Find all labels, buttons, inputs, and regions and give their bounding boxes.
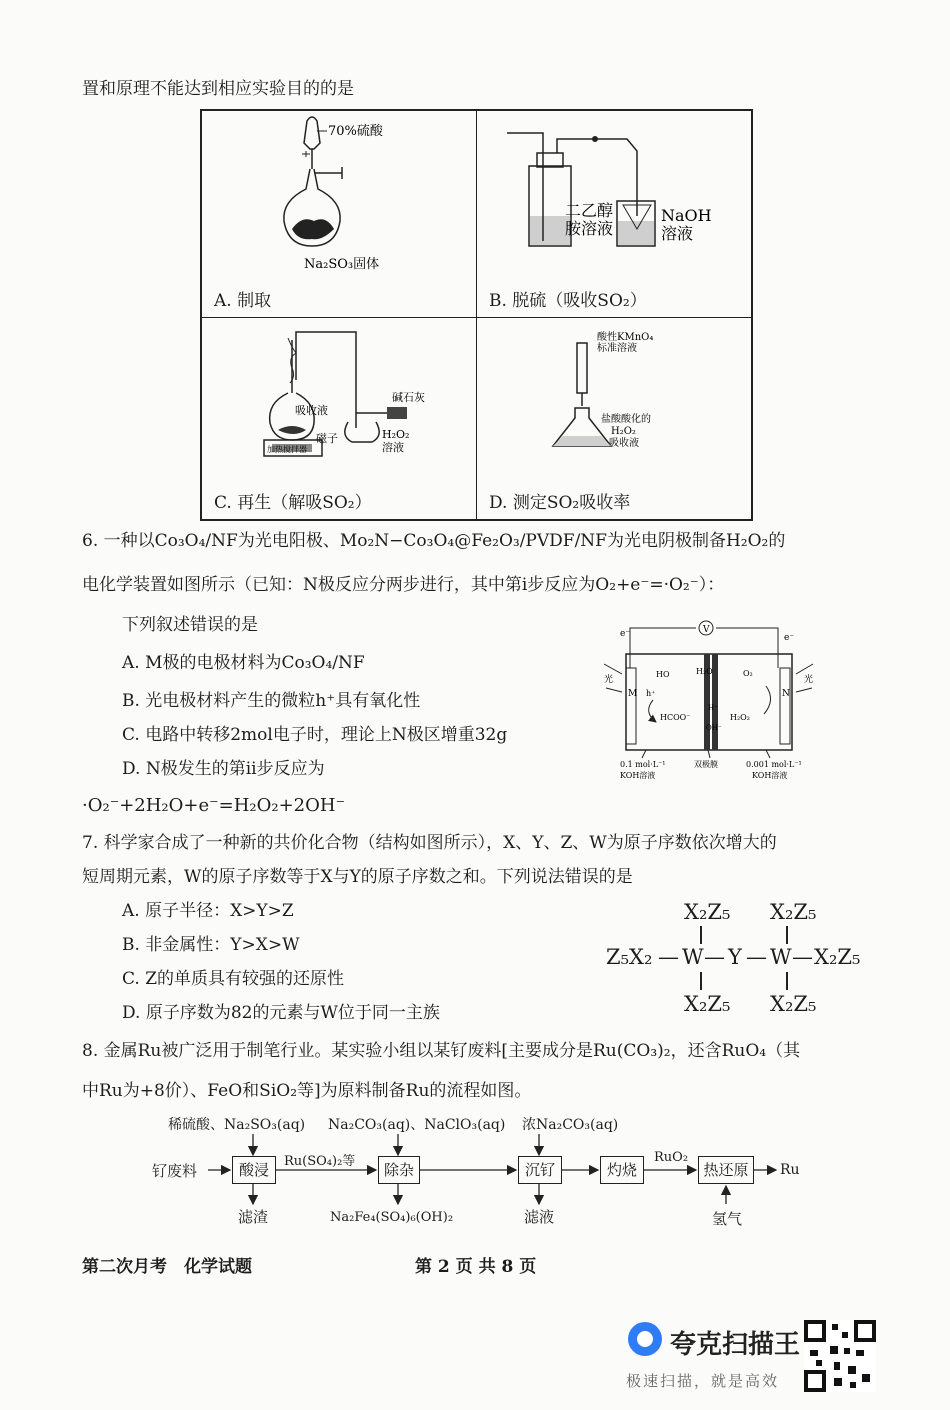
end-product: Ru xyxy=(780,1162,800,1178)
q7-option-c: C. Z的单质具有较强的还原性 xyxy=(122,969,345,989)
regeneration-apparatus-c xyxy=(202,318,488,483)
bond-4: — xyxy=(792,945,813,969)
magnet-label: 磁子 xyxy=(316,431,338,445)
bond-3: — xyxy=(746,945,767,969)
scanner-brand: 夸克扫描王 xyxy=(670,1330,801,1360)
atom-y: Y xyxy=(728,945,742,969)
peroxide-label: H₂O₂ xyxy=(730,713,750,722)
kmno4-label-1: 酸性KMnO₄ xyxy=(597,331,654,343)
q6-prompt: 下列叙述错误的是 xyxy=(122,615,258,635)
scanner-logo-icon xyxy=(628,1322,662,1356)
footer-title: 第二次月考 化学试题 xyxy=(82,1257,252,1277)
group-top-left: X₂Z₅ xyxy=(684,900,731,924)
group-bottom-right: X₂Z₅ xyxy=(770,992,817,1016)
cell-c xyxy=(201,317,477,520)
light-right-label: 光 xyxy=(804,675,814,685)
hole-label: h⁺ xyxy=(646,689,656,698)
solid-label: Na₂SO₃固体 xyxy=(304,257,380,272)
h2o2-label-c2: 溶液 xyxy=(382,440,404,454)
m-label: M xyxy=(628,689,638,699)
caption-b: B. 脱硫（吸收SO₂） xyxy=(489,290,647,311)
molecular-structure xyxy=(606,900,866,1020)
output-2: Na₂Fe₄(SO₄)₆(OH)₂ xyxy=(330,1210,454,1225)
hplus-label: H⁺ xyxy=(708,704,718,712)
step-precipitate: 沉钌 xyxy=(518,1156,562,1184)
alcohol-label: HO xyxy=(656,670,670,679)
q6-line-2: 电化学装置如图所示（已知：N极反应分两步进行，其中第i步反应为O₂+e⁻=·O₂⁻）： xyxy=(82,575,725,595)
input-1: 稀硫酸、Na₂SO₃(aq) xyxy=(168,1117,306,1133)
caption-d: D. 测定SO₂吸收率 xyxy=(489,493,631,513)
membrane-label: 双极膜 xyxy=(694,760,718,769)
q7-option-a: A. 原子半径：X>Y>Z xyxy=(122,901,294,921)
electrochemical-cell-diagram xyxy=(598,612,823,784)
amine-label-1: 二乙醇 xyxy=(565,201,614,220)
e-right-label: e⁻ xyxy=(784,633,795,643)
apparatus-table xyxy=(200,109,753,521)
absorb-label-d: 吸收液 xyxy=(609,437,639,449)
q7-line-1: 7. 科学家合成了一种新的共价化合物（结构如图所示），X、Y、Z、W为原子序数依次增大的 xyxy=(82,833,777,853)
step-purify: 除杂 xyxy=(378,1156,420,1184)
hcl-label: 盐酸酸化的 xyxy=(601,413,651,425)
q6-line-1: 6. 一种以Co₃O₄/NF为光电阳极、Mo₂N−Co₃O₄@Fe₂O₃/PVDF/NF为光电阴极制备H₂O₂的 xyxy=(82,531,786,551)
process-flowchart xyxy=(150,1112,810,1232)
formate-label: HCOO⁻ xyxy=(660,713,691,722)
group-left: Z₅X₂ xyxy=(606,945,653,969)
atom-w-left: W xyxy=(682,945,704,969)
group-right: X₂Z₅ xyxy=(814,945,861,969)
q6-option-a: A. M极的电极材料为Co₃O₄/NF xyxy=(122,653,365,673)
absorb-label: 吸收液 xyxy=(295,403,328,417)
q8-line-2: 中Ru为+8价）、FeO和SiO₂等]为原料制备Ru的流程如图。 xyxy=(82,1081,532,1101)
q6-option-d: D. N极发生的第ii步反应为 xyxy=(122,759,325,779)
qr-code-icon xyxy=(804,1320,876,1392)
footer-page: 第 2 页 共 8 页 xyxy=(415,1257,537,1277)
voltmeter-label: V xyxy=(703,625,710,635)
q6-option-c: C. 电路中转移2mol电子时，理论上N极区增重32g xyxy=(122,725,508,745)
q6-equation: ·O₂⁻+2H₂O+e⁻=H₂O₂+2OH⁻ xyxy=(82,795,346,816)
left-conc: 0.1 mol·L⁻¹ xyxy=(620,760,666,769)
cell-b xyxy=(477,110,753,317)
water-label: H₂O xyxy=(696,667,713,676)
gas-washing-apparatus-b xyxy=(477,111,742,281)
input-3: 浓Na₂CO₃(aq) xyxy=(522,1117,619,1133)
q8-line-1: 8. 金属Ru被广泛用于制笔行业。某实验小组以某钌废料[主要成分是Ru(CO₃)₂，还含RuO₄（其 xyxy=(82,1041,801,1061)
hydrogen-input: 氢气 xyxy=(712,1210,743,1228)
left-sol: KOH溶液 xyxy=(620,771,656,780)
cell-d xyxy=(477,317,753,520)
q7-option-d: D. 原子序数为82的元素与W位于同一主族 xyxy=(122,1003,440,1023)
right-sol: KOH溶液 xyxy=(752,771,788,780)
cell-a xyxy=(201,110,477,317)
q7-option-b: B. 非金属性：Y>X>W xyxy=(122,935,300,955)
h2o2-label-d: H₂O₂ xyxy=(611,425,636,437)
input-2: Na₂CO₃(aq)、NaClO₃(aq) xyxy=(328,1117,506,1133)
kmno4-label-2: 标准溶液 xyxy=(597,342,637,354)
lime-label: 碱石灰 xyxy=(392,390,425,404)
light-left-label: 光 xyxy=(604,675,614,685)
bond-2: — xyxy=(704,945,725,969)
step-acid-leach: 酸浸 xyxy=(232,1156,276,1184)
bond-1: — xyxy=(658,945,679,969)
flask-apparatus-a xyxy=(202,111,488,281)
q6-option-b: B. 光电极材料产生的微粒h⁺具有氧化性 xyxy=(122,691,421,711)
naoh-label-2: 溶液 xyxy=(661,224,694,243)
intermediate-1: Ru(SO₄)₂等 xyxy=(284,1154,356,1169)
q7-line-2: 短周期元素，W的原子序数等于X与Y的原子序数之和。下列说法错误的是 xyxy=(82,867,633,887)
output-3: 滤液 xyxy=(524,1208,555,1226)
intro-line: 置和原理不能达到相应实验目的的是 xyxy=(82,79,354,99)
group-top-right: X₂Z₅ xyxy=(770,900,817,924)
step-thermal-reduction: 热还原 xyxy=(698,1156,754,1184)
caption-a: A. 制取 xyxy=(214,290,272,311)
naoh-label-1: NaOH xyxy=(661,206,712,225)
intermediate-2: RuO₂ xyxy=(654,1150,689,1165)
caption-c: C. 再生（解吸SO₂） xyxy=(214,493,372,513)
titration-apparatus-d xyxy=(477,318,742,483)
h2o2-label-c1: H₂O₂ xyxy=(382,427,410,441)
group-bottom-left: X₂Z₅ xyxy=(684,992,731,1016)
amine-label-2: 胺溶液 xyxy=(565,219,614,238)
step-calcine: 灼烧 xyxy=(600,1156,644,1184)
right-conc: 0.001 mol·L⁻¹ xyxy=(746,760,802,769)
n-label: N xyxy=(782,689,790,699)
e-left-label: e⁻ xyxy=(620,629,631,639)
oxygen-label: O₂ xyxy=(743,669,753,678)
acid-label: 70%硫酸 xyxy=(328,124,383,139)
output-1: 滤渣 xyxy=(238,1208,269,1226)
scanner-slogan: 极速扫描，就是高效 xyxy=(626,1372,780,1390)
stirrer-label: 加热搅拌器 xyxy=(267,444,307,454)
start-material: 钌废料 xyxy=(152,1162,198,1180)
hydroxide-label: OH⁻ xyxy=(706,724,722,732)
atom-w-right: W xyxy=(770,945,792,969)
